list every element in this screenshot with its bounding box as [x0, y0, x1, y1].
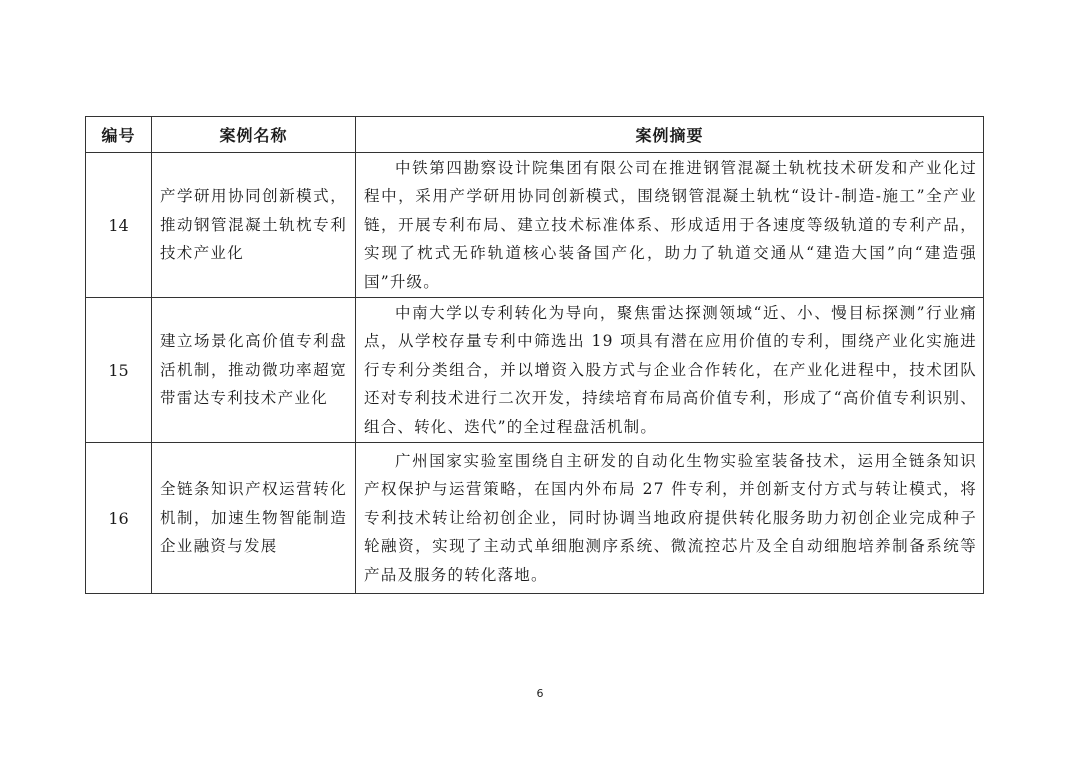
case-name: 建立场景化高价值专利盘活机制，推动微功率超宽带雷达专利技术产业化 [152, 298, 356, 443]
header-row [86, 117, 984, 153]
case-name: 产学研用协同创新模式，推动钢管混凝土轨枕专利技术产业化 [152, 153, 356, 298]
case-number: 16 [86, 443, 152, 594]
case-number: 14 [86, 153, 152, 298]
header-case-name: 案例名称 [152, 117, 356, 153]
case-table [85, 116, 984, 594]
case-number: 15 [86, 298, 152, 443]
case-summary: 中铁第四勘察设计院集团有限公司在推进钢管混凝土轨枕技术研发和产业化过程中，采用产学研用协同创新模式，围绕钢管混凝土轨枕“设计-制造-施工”全产业链，开展专利布局、建立技术标准体系、形成适用于各速度等级轨道的专利产品，实现了枕式无砟轨道核心装备国产化，助力了轨道交通从“建造大国”向“建造强国”升级。 [356, 153, 984, 298]
case-summary: 广州国家实验室围绕自主研发的自动化生物实验室装备技术，运用全链条知识产权保护与运营策略，在国内外布局 27 件专利，并创新支付方式与转让模式，将专利技术转让给初创企业，同时协调当地政府提供转化服务助力初创企业完成种子轮融资，实现了主动式单细胞测序系统、微流控芯片及全自动细胞培养制备系统等产品及服务的转化落地。 [356, 443, 984, 594]
table-row [86, 443, 984, 594]
header-case-summary: 案例摘要 [356, 117, 984, 153]
case-summary: 中南大学以专利转化为导向，聚焦雷达探测领域“近、小、慢目标探测”行业痛点，从学校存量专利中筛选出 19 项具有潜在应用价值的专利，围绕产业化实施进行专利分类组合，并以增资入股方式与企业合作转化，在产业化进程中，技术团队还对专利技术进行二次开发，持续培育布局高价值专利，形成了“高价值专利识别、组合、转化、迭代”的全过程盘活机制。 [356, 298, 984, 443]
table-body [86, 153, 984, 594]
case-name: 全链条知识产权运营转化机制，加速生物智能制造企业融资与发展 [152, 443, 356, 594]
page-number: 6 [536, 687, 544, 700]
table-row [86, 153, 984, 298]
table-header [86, 117, 984, 153]
header-number: 编号 [86, 117, 152, 153]
table-row [86, 298, 984, 443]
